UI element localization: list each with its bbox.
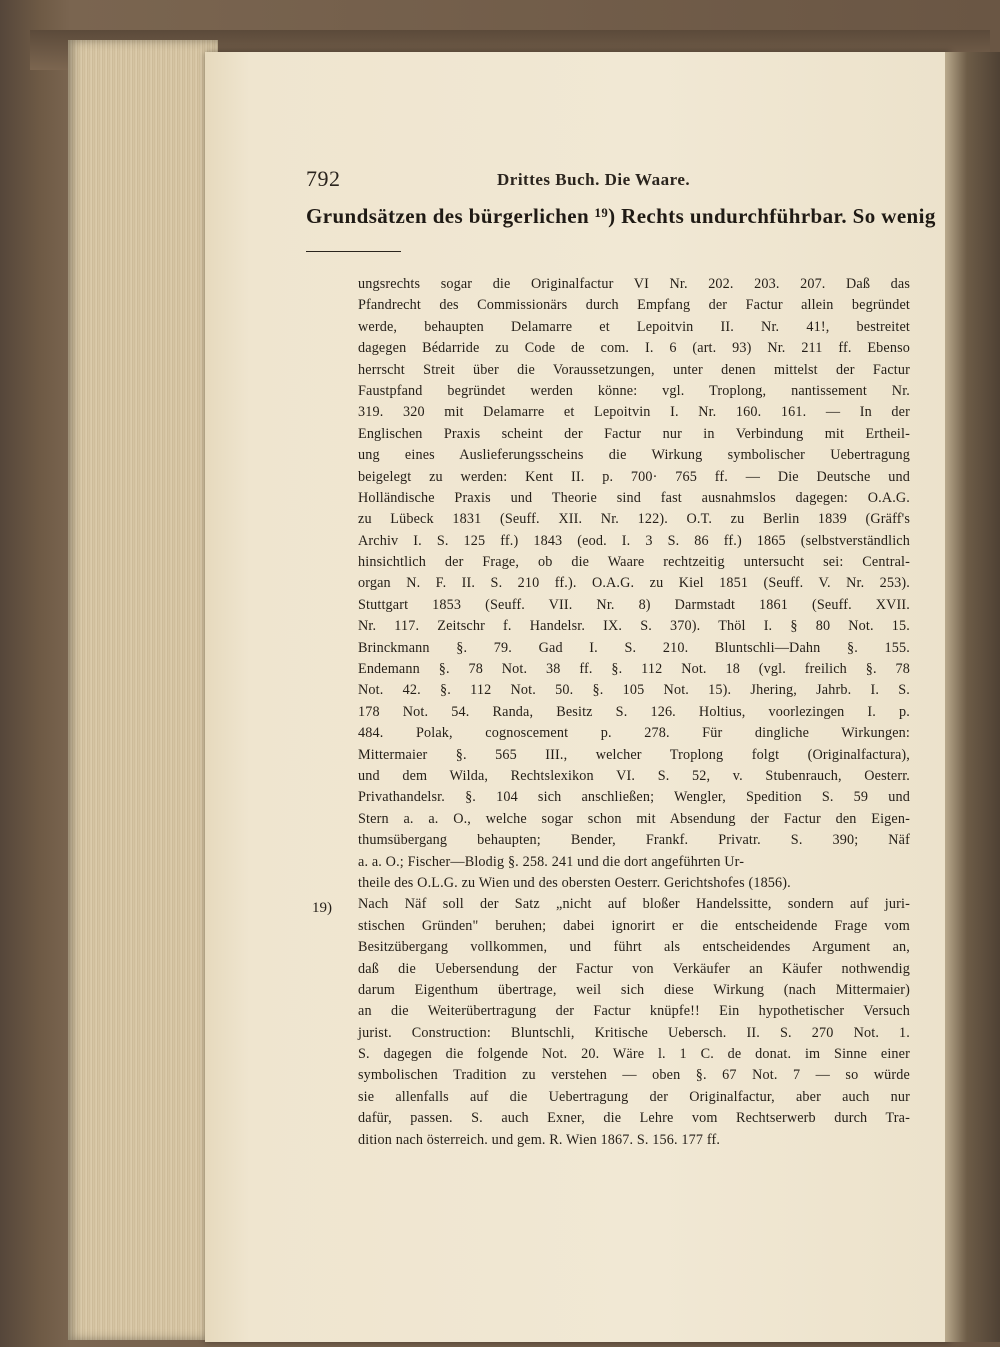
footnote-line: Stern a. a. O., welche sogar schon mit Absendung der Factur den Eigen- [358,810,910,827]
footnote-block [358,274,910,1151]
footnote-line: daß die Uebersendung der Factur von Verkäufer an Käufer nothwendig [358,960,910,977]
footnote-line: dagegen Bédarride zu Code de com. I. 6 (art. 93) Nr. 211 ff. Ebenso [358,340,910,357]
book-gutter [945,52,1000,1342]
footnote-line: Englischen Praxis scheint der Factur nur in Verbindung mit Ertheil- [358,425,910,442]
page-stack-edge [68,40,218,1340]
footnote-line: Nach Näf soll der Satz „nicht auf bloßer Handelssitte, sondern auf juri- [358,896,910,913]
footnote-line: Holländische Praxis und Theorie sind fast ausnahmslos dagegen: O.A.G. [358,489,910,506]
footnote-line: sie allenfalls auf die Uebertragung der Originalfactur, aber auch nur [358,1088,910,1105]
footnote-rule [306,251,401,252]
footnote-line: Archiv I. S. 125 ff.) 1843 (eod. I. 3 S. 86 ff.) 1865 (selbstverständlich [358,532,910,549]
footnote-line: beigelegt zu werden: Kent II. p. 700· 765 ff. — Die Deutsche und [358,468,910,485]
footnote-line: Pfandrecht des Commissionärs durch Empfang der Factur allein begründet [358,297,910,314]
footnote-line: hinsichtlich der Frage, ob die Waare rechtzeitig untersucht sei: Central- [358,554,910,571]
footnote-line: 484. Polak, cognoscement p. 278. Für dingliche Wirkungen: [358,725,910,742]
running-head: Drittes Buch. Die Waare. [497,170,691,189]
footnote-line: 178 Not. 54. Randa, Besitz S. 126. Holtius, voorlezingen I. p. [358,703,910,720]
footnote-line: jurist. Construction: Bluntschli, Kritische Uebersch. II. S. 270 Not. 1. [358,1024,910,1041]
footnote-line: theile des O.L.G. zu Wien und des obersten Oesterr. Gerichtshofes (1856). [358,874,791,891]
footnote-line: S. dagegen die folgende Not. 20. Wäre l. 1 C. de donat. im Sinne einer [358,1046,910,1063]
footnote-line: organ N. F. II. S. 210 ff.). O.A.G. zu Kiel 1851 (Seuff. V. Nr. 253). [358,575,910,592]
footnote-line: zu Lübeck 1831 (Seuff. XII. Nr. 122). O.T. zu Berlin 1839 (Gräff's [358,511,910,528]
footnote-line: stischen Gründen" beruhen; dabei ignorirt er die entscheidende Frage vom [358,917,910,934]
footnote-line: Faustpfand begründet werden könne: vgl. Troplong, nantissement Nr. [358,382,910,399]
footnote-line: Not. 42. §. 112 Not. 50. §. 105 Not. 15). Jhering, Jahrb. I. S. [358,682,910,699]
footnote-line: Brinckmann §. 79. Gad I. S. 210. Bluntschli—Dahn §. 155. [358,639,910,656]
footnote-label: 19) [312,900,332,916]
footnote-line: 319. 320 mit Delamarre et Lepoitvin I. Nr. 160. 161. — In der [358,404,910,421]
footnote-line: Besitzübergang vollkommen, und führt als entscheidendes Argument an, [358,939,910,956]
footnote-line: ungsrechts sogar die Originalfactur VI Nr. 202. 203. 207. Daß das [358,276,910,292]
footnote-line: darum Eigenthum übertrage, weil sich diese Wirkung (nach Mittermaier) [358,981,910,998]
footnote-line: ung eines Auslieferungsscheins die Wirkung symbolischer Uebertragung [358,447,910,464]
footnote-line: dition nach österreich. und gem. R. Wien 1867. S. 156. 177 ff. [358,1131,721,1148]
footnote-line: Nr. 117. Zeitschr f. Handelsr. IX. S. 370). Thöl I. § 80 Not. 15. [358,618,910,635]
footnote-line: und dem Wilda, Rechtslexikon VI. S. 52, v. Stubenrauch, Oesterr. [358,767,910,784]
footnote-line: werde, behaupten Delamarre et Lepoitvin II. Nr. 41!, bestreitet [358,318,910,335]
footnote-line: symbolischen Tradition zu verstehen — oben §. 67 Not. 7 — so würde [358,1067,910,1084]
footnote-line: an die Weiterübertragung der Factur knüpfe!! Ein hypothetischer Versuch [358,1003,910,1020]
footnote-line: Endemann §. 78 Not. 38 ff. §. 112 Not. 18 (vgl. freilich §. 78 [358,661,910,678]
footnote-line: Privathandelsr. §. 104 sich anschließen; Wengler, Spedition S. 59 und [358,789,910,806]
footnote-line: a. a. O.; Fischer—Blodig §. 258. 241 und die dort angeführten Ur- [358,853,745,870]
footnote-line: dafür, passen. S. auch Exner, die Lehre vom Rechtserwerb durch Tra- [358,1110,910,1127]
footnote-line: herrscht Streit über die Voraussetzungen, unter denen mittelst der Factur [358,361,910,378]
footnote-line: Mittermaier §. 565 III., welcher Troplong folgt (Originalfactura), [358,746,910,763]
body-text-line: Grundsätzen des bürgerlichen ¹⁹) Rechts undurchführbar. So wenig [306,204,936,228]
footnote-line: thumsübergang behaupten; Bender, Frankf. Privatr. S. 390; Näf [358,832,910,849]
footnote-line: Stuttgart 1853 (Seuff. VII. Nr. 8) Darmstadt 1861 (Seuff. XVII. [358,596,910,613]
page-number: 792 [306,166,341,191]
